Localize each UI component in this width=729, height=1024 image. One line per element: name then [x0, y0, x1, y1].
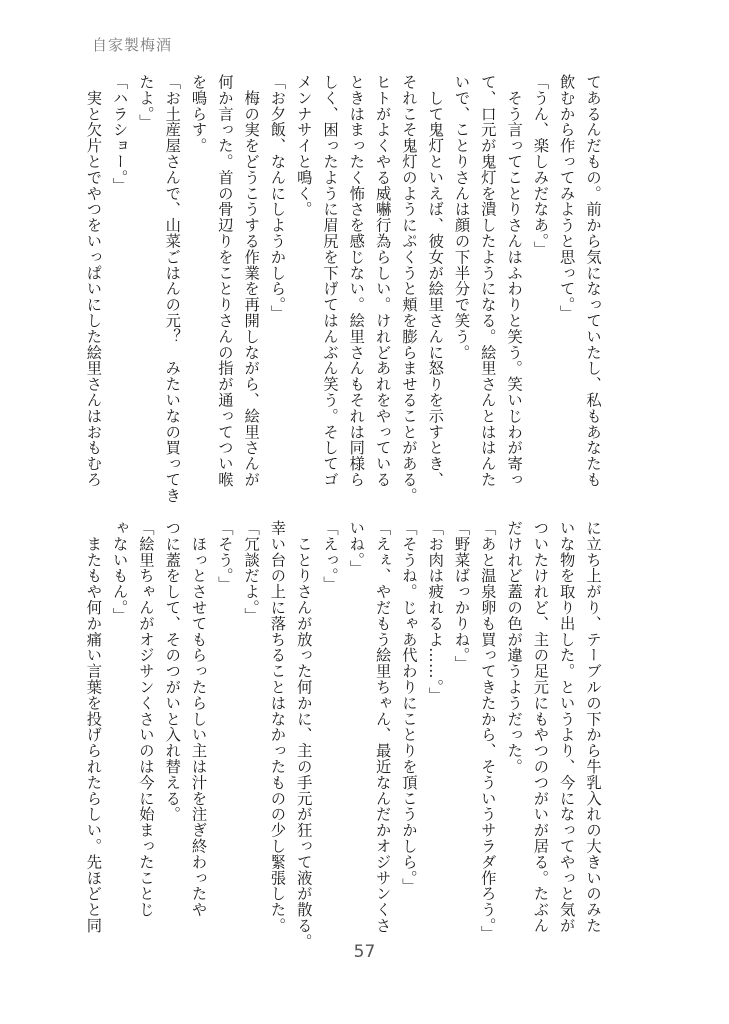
- page-number: 57: [353, 942, 376, 962]
- text-line: 「冗談だよ。」: [242, 520, 261, 624]
- text-line: そう言ってことりさんはふわりと笑う。笑いじわが寄っ: [505, 74, 524, 488]
- text-line: それこそ鬼灯のようにぷくうと頬を膨らませることがある。: [399, 74, 418, 504]
- text-line: て、口元が鬼灯を潰したようになる。絵里さんとははんた: [478, 74, 497, 488]
- text-line: ことりさんが放った何かに、主の手元が狂って液が散る。: [294, 520, 313, 950]
- text-line: いで、ことりさんは顔の下半分で笑う。: [452, 74, 471, 361]
- text-line: だけれど蓋の色が違うようだった。: [505, 520, 524, 775]
- text-line: 幸い台の上に落ちることはなかったものの少し緊張した。: [268, 520, 287, 934]
- text-line: 「絵里ちゃんがオジサンくさいのは今に始まったことじ: [136, 520, 155, 918]
- text-line: して鬼灯といえば、彼女が絵里さんに怒りを示すとき、: [426, 74, 445, 488]
- text-line: 「お土産屋さんで、山菜ごはんの元？ みたいなの買ってき: [163, 74, 182, 504]
- text-line: 飲むから作ってみようと思って。」: [557, 74, 576, 321]
- text-line: ついたけれど、主の足元にもやつのつがいが居る。たぶん: [531, 520, 550, 934]
- text-line: 「えぇ、やだもう絵里ちゃん、最近なんだかオジサンくさ: [373, 520, 392, 934]
- text-line: ゃないもん。」: [110, 520, 129, 624]
- running-header: 自家製梅酒: [92, 36, 173, 54]
- text-line: 「そうね。じゃあ代わりにことりを頂こうかしら。」: [399, 520, 418, 894]
- text-line: てあるんだもの。前から気になっていたし、私もあなたも: [584, 74, 602, 488]
- text-line: 「そう。」: [215, 520, 234, 592]
- text-line: しく、困ったように眉尻を下げてはんぶん笑う。そしてゴ: [321, 74, 340, 488]
- text-line: つに蓋をして、そのつがいと入れ替える。: [163, 520, 182, 823]
- text-line: またもや何か痛い言葉を投げられたらしい。先ほどと同: [84, 520, 103, 934]
- text-line: ヒトがよくやる威嚇行為らしい。けれどあれをやっている: [373, 74, 392, 488]
- upper-text-block: [84, 74, 606, 504]
- lower-text-block: [84, 520, 606, 950]
- text-line: いな物を取り出した。というより、今になってやっと気が: [557, 520, 576, 934]
- text-line: 「お肉は疲れるよ……。」: [426, 520, 445, 704]
- text-line: 「お夕飯、なんにしようかしら。」: [268, 74, 287, 321]
- text-line: 何か言った。首の骨辺りをことりさんの指が通ってつい喉: [215, 74, 234, 488]
- text-line: 「あと温泉卵も買ってきたから、そういうサラダ作ろう。」: [478, 520, 497, 942]
- text-line: を鳴らす。: [189, 74, 208, 154]
- text-line: 「えっ。」: [321, 520, 340, 592]
- text-line: たよ。」: [136, 74, 155, 130]
- text-line: 実と欠片とでやつをいっぱいにした絵里さんはおもむろ: [84, 74, 103, 488]
- text-line: ほっとさせてもらったらしい主は汁を注ぎ終わったや: [189, 520, 208, 918]
- text-line: いね。」: [347, 520, 366, 576]
- text-line: 梅の実をどうこうする作業を再開しながら、絵里さんが: [242, 74, 261, 488]
- text-line: 「うん、楽しみだなあ。」: [531, 74, 550, 258]
- text-line: メンナサイと鳴く。: [294, 74, 313, 218]
- text-line: 「野菜ばっかりね。」: [452, 520, 471, 672]
- text-line: ときはまったく怖さを感じない。絵里さんもそれは同様ら: [347, 74, 366, 488]
- text-line: に立ち上がり、テーブルの下から牛乳入れの大きいのみた: [584, 520, 602, 934]
- text-line: 「ハラショー。」: [110, 74, 129, 194]
